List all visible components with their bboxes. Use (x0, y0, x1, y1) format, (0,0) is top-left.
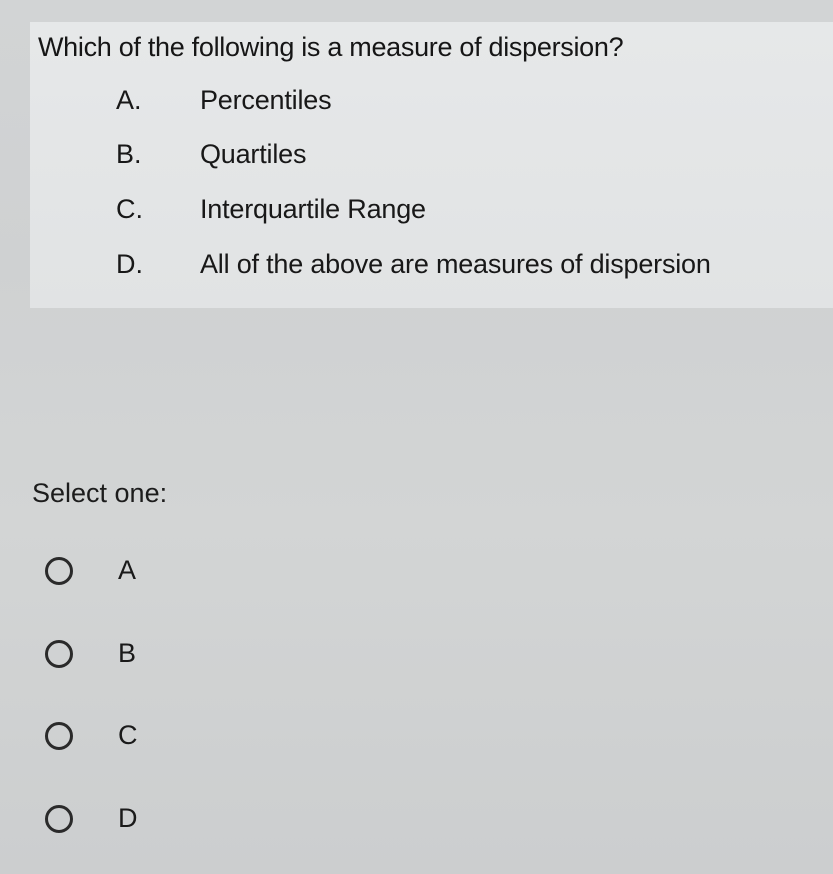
choice-label: A (118, 555, 137, 585)
question-text: Which of the following is a measure of dispersion? (38, 32, 624, 62)
option-letter: C. (116, 194, 143, 224)
radio-circle-icon[interactable] (45, 557, 73, 585)
answer-choice-c[interactable] (45, 719, 205, 759)
choice-label: C (118, 720, 138, 750)
option-letter: D. (116, 249, 143, 279)
select-one-label: Select one: (32, 478, 168, 508)
choice-label: D (118, 803, 138, 833)
radio-circle-icon[interactable] (45, 722, 73, 750)
option-text: Quartiles (200, 139, 307, 169)
answer-choice-d[interactable] (45, 802, 205, 842)
option-text: Interquartile Range (200, 194, 426, 224)
answer-choice-b[interactable] (45, 637, 205, 677)
question-panel (30, 22, 833, 308)
choice-label: B (118, 638, 137, 668)
answer-choice-a[interactable] (45, 554, 205, 594)
option-text: All of the above are measures of dispersion (200, 249, 711, 279)
option-letter: B. (116, 139, 142, 169)
option-letter: A. (116, 85, 142, 115)
radio-circle-icon[interactable] (45, 640, 73, 668)
option-text: Percentiles (200, 85, 332, 115)
radio-circle-icon[interactable] (45, 805, 73, 833)
